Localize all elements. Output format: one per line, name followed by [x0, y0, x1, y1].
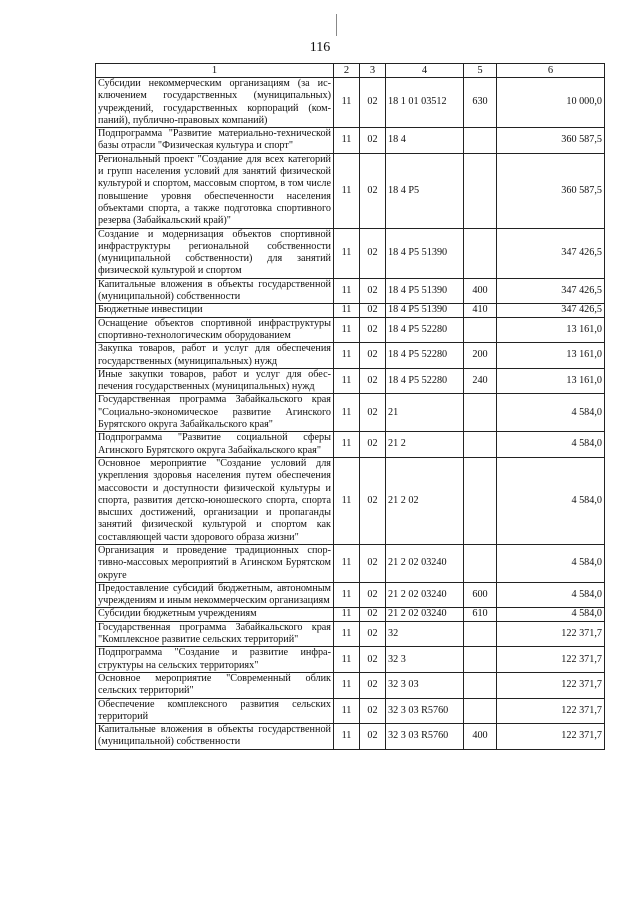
- table-row: [96, 343, 605, 369]
- target-article-code: 18 4 P5 51390: [386, 228, 464, 278]
- section-code: 11: [334, 78, 360, 128]
- subsection-code: 02: [360, 647, 386, 673]
- subsection-code: 02: [360, 78, 386, 128]
- subsection-code: 02: [360, 278, 386, 304]
- table-row: [96, 432, 605, 458]
- expense-type-code: 600: [464, 582, 497, 608]
- section-code: 11: [334, 582, 360, 608]
- section-code: 11: [334, 278, 360, 304]
- subsection-code: 02: [360, 724, 386, 750]
- target-article-code: 21: [386, 394, 464, 432]
- expense-type-code: [464, 698, 497, 724]
- item-name: Субсидии бюджетным учреждениям: [96, 608, 334, 621]
- target-article-code: 18 4 P5 52280: [386, 343, 464, 369]
- subsection-code: 02: [360, 698, 386, 724]
- item-name: Региональный проект "Создание для всех категорий и групп населения условий для занятий физической культурой и спортом, массовым спортом, в том числе повышение уровня обеспеченности населения объектами спорта, а также подготовка спортивного резерва (Забайкальский край)": [96, 153, 334, 228]
- expense-type-code: [464, 153, 497, 228]
- item-name: Подпрограмма "Развитие социальной сферы Агинского Бурятского округа Забайкальского края": [96, 432, 334, 458]
- amount: 13 161,0: [497, 317, 605, 343]
- table-row: [96, 698, 605, 724]
- subsection-code: 02: [360, 544, 386, 582]
- subsection-code: 02: [360, 432, 386, 458]
- target-article-code: 32 3 03: [386, 672, 464, 698]
- column-header: 6: [497, 64, 605, 78]
- table-row: [96, 368, 605, 394]
- target-article-code: 18 4 P5 51390: [386, 278, 464, 304]
- section-code: 11: [334, 724, 360, 750]
- section-code: 11: [334, 343, 360, 369]
- item-name: Государственная программа Забайкальского края "Социально-экономическое развитие Агинского Бурятского округа Забайкальского края": [96, 394, 334, 432]
- target-article-code: 18 4 P5 52280: [386, 368, 464, 394]
- expense-type-code: 400: [464, 724, 497, 750]
- item-name: Иные закупки товаров, работ и услуг для обеспечения государственных (муниципальных) нужд: [96, 368, 334, 394]
- item-name: Предоставление субсидий бюджетным, автономным учреждениям и иным некоммерческим организациям: [96, 582, 334, 608]
- target-article-code: 18 1 01 03512: [386, 78, 464, 128]
- subsection-code: 02: [360, 582, 386, 608]
- table-row: [96, 228, 605, 278]
- item-name: Подпрограмма "Развитие материально-технической базы отрасли "Физическая культура и спорт": [96, 128, 334, 154]
- subsection-code: 02: [360, 621, 386, 647]
- amount: 122 371,7: [497, 621, 605, 647]
- subsection-code: 02: [360, 394, 386, 432]
- table-row: [96, 608, 605, 621]
- subsection-code: 02: [360, 153, 386, 228]
- amount: 347 426,5: [497, 228, 605, 278]
- target-article-code: 18 4 P5: [386, 153, 464, 228]
- amount: 10 000,0: [497, 78, 605, 128]
- amount: 4 584,0: [497, 608, 605, 621]
- item-name: Создание и модернизация объектов спортивной инфраструктуры региональной собственности (муниципальной собственности) для занятий физической культурой и спортом: [96, 228, 334, 278]
- subsection-code: 02: [360, 304, 386, 317]
- target-article-code: 21 2: [386, 432, 464, 458]
- amount: 360 587,5: [497, 128, 605, 154]
- expense-type-code: 400: [464, 278, 497, 304]
- subsection-code: 02: [360, 368, 386, 394]
- column-header: 2: [334, 64, 360, 78]
- amount: 122 371,7: [497, 724, 605, 750]
- subsection-code: 02: [360, 228, 386, 278]
- target-article-code: 32 3 03 R5760: [386, 698, 464, 724]
- item-name: Подпрограмма "Создание и развитие инфраструктуры на сельских территориях": [96, 647, 334, 673]
- section-code: 11: [334, 153, 360, 228]
- table-row: [96, 78, 605, 128]
- section-code: 11: [334, 432, 360, 458]
- section-code: 11: [334, 457, 360, 544]
- table-row: [96, 128, 605, 154]
- table-header-row: [96, 64, 605, 78]
- item-name: Закупка товаров, работ и услуг для обеспечения государственных (муниципальных) нужд: [96, 343, 334, 369]
- target-article-code: 18 4 P5 51390: [386, 304, 464, 317]
- section-code: 11: [334, 304, 360, 317]
- section-code: 11: [334, 698, 360, 724]
- expense-type-code: 410: [464, 304, 497, 317]
- table-row: [96, 153, 605, 228]
- target-article-code: 21 2 02 03240: [386, 608, 464, 621]
- target-article-code: 32: [386, 621, 464, 647]
- target-article-code: 32 3: [386, 647, 464, 673]
- item-name: Оснащение объектов спортивной инфраструктуры спортивно-технологическим оборудованием: [96, 317, 334, 343]
- expense-type-code: [464, 544, 497, 582]
- expense-type-code: [464, 228, 497, 278]
- item-name: Государственная программа Забайкальского края "Комплексное развитие сельских территорий": [96, 621, 334, 647]
- target-article-code: 32 3 03 R5760: [386, 724, 464, 750]
- table-row: [96, 317, 605, 343]
- table-row: [96, 544, 605, 582]
- amount: 122 371,7: [497, 672, 605, 698]
- subsection-code: 02: [360, 457, 386, 544]
- table-row: [96, 647, 605, 673]
- expense-type-code: [464, 672, 497, 698]
- table-row: [96, 278, 605, 304]
- expense-type-code: [464, 621, 497, 647]
- section-code: 11: [334, 228, 360, 278]
- amount: 122 371,7: [497, 647, 605, 673]
- expense-type-code: 630: [464, 78, 497, 128]
- target-article-code: 21 2 02 03240: [386, 544, 464, 582]
- expense-type-code: [464, 432, 497, 458]
- table-row: [96, 621, 605, 647]
- amount: 4 584,0: [497, 544, 605, 582]
- expense-type-code: 240: [464, 368, 497, 394]
- page-number: 116: [309, 40, 331, 55]
- amount: 122 371,7: [497, 698, 605, 724]
- table-row: [96, 672, 605, 698]
- amount: 13 161,0: [497, 343, 605, 369]
- target-article-code: 18 4: [386, 128, 464, 154]
- section-code: 11: [334, 544, 360, 582]
- subsection-code: 02: [360, 608, 386, 621]
- expense-type-code: [464, 647, 497, 673]
- amount: 4 584,0: [497, 582, 605, 608]
- section-code: 11: [334, 368, 360, 394]
- amount: 13 161,0: [497, 368, 605, 394]
- column-header: 3: [360, 64, 386, 78]
- scan-artifact-line: [336, 14, 337, 36]
- item-name: Основное мероприятие "Создание условий для укрепления здоровья населения путем обеспечения массовости и доступности физической культуры и спорта, развития детско-юношеского спорта, спорта высших достижений, организации и пропаганды занятий физической культурой и спортом как составляющей части здорового образа жизни": [96, 457, 334, 544]
- amount: 347 426,5: [497, 304, 605, 317]
- section-code: 11: [334, 608, 360, 621]
- expense-type-code: 200: [464, 343, 497, 369]
- amount: 347 426,5: [497, 278, 605, 304]
- section-code: 11: [334, 317, 360, 343]
- subsection-code: 02: [360, 317, 386, 343]
- item-name: Капитальные вложения в объекты государственной (муниципальной) собственности: [96, 724, 334, 750]
- column-header: 5: [464, 64, 497, 78]
- table-row: [96, 457, 605, 544]
- section-code: 11: [334, 394, 360, 432]
- column-header: 4: [386, 64, 464, 78]
- item-name: Капитальные вложения в объекты государственной (муниципальной) собственности: [96, 278, 334, 304]
- item-name: Организация и проведение традиционных спортивно-массовых мероприятий в Агинском Бурятском округе: [96, 544, 334, 582]
- item-name: Основное мероприятие "Современный облик сельских территорий": [96, 672, 334, 698]
- target-article-code: 21 2 02 03240: [386, 582, 464, 608]
- item-name: Обеспечение комплексного развития сельских территорий: [96, 698, 334, 724]
- expense-type-code: [464, 128, 497, 154]
- budget-table: [95, 63, 605, 750]
- subsection-code: 02: [360, 128, 386, 154]
- amount: 4 584,0: [497, 432, 605, 458]
- table-row: [96, 304, 605, 317]
- table-row: [96, 394, 605, 432]
- expense-type-code: [464, 317, 497, 343]
- target-article-code: 18 4 P5 52280: [386, 317, 464, 343]
- table-row: [96, 582, 605, 608]
- subsection-code: 02: [360, 343, 386, 369]
- section-code: 11: [334, 647, 360, 673]
- amount: 4 584,0: [497, 394, 605, 432]
- expense-type-code: [464, 457, 497, 544]
- expense-type-code: [464, 394, 497, 432]
- subsection-code: 02: [360, 672, 386, 698]
- section-code: 11: [334, 672, 360, 698]
- section-code: 11: [334, 621, 360, 647]
- item-name: Бюджетные инвестиции: [96, 304, 334, 317]
- amount: 360 587,5: [497, 153, 605, 228]
- target-article-code: 21 2 02: [386, 457, 464, 544]
- section-code: 11: [334, 128, 360, 154]
- table-row: [96, 724, 605, 750]
- column-header: 1: [96, 64, 334, 78]
- item-name: Субсидии некоммерческим организациям (за исключением государственных (муниципальных) учреждений, государственных корпораций (компаний), публично-правовых компаний): [96, 78, 334, 128]
- amount: 4 584,0: [497, 457, 605, 544]
- expense-type-code: 610: [464, 608, 497, 621]
